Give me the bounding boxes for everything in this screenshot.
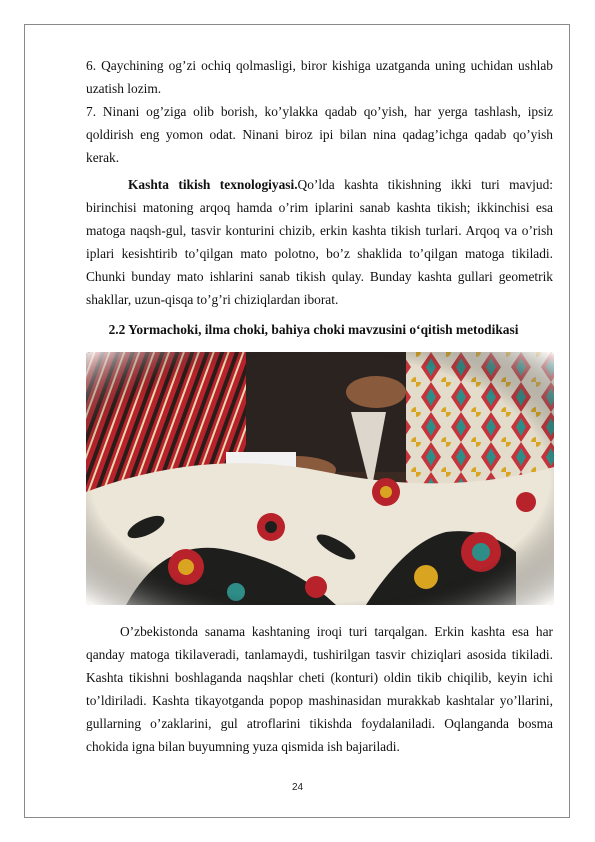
uzbekistan-paragraph: O’zbekistonda sanama kashtaning iroqi turi tarqalgan. Erkin kashta esa har qanday matoga tikilaveradi, tanlamaydi, tushirilgan tasvir chiziqlari asosida tikiladi. Kashta tikishni boshlaganda naqshlar cheti (konturi) oldin tikib chiqilib, keyin ichi to’ldiriladi. Kashta tikayotganda popop mashinasidan murakkab kashtalar yo’llarini, gullarning o’zaklarini, gul atroflarini tikishda foydalaniladi. Oqlanganda bosma chokida igna bilan buyumning yuza qismida ish bajariladi. — [86, 624, 553, 754]
embroidery-photo — [86, 352, 554, 605]
rule-item-7: 7. Ninani og’ziga olib borish, ko’ylakka qadab qo’yish, har yerga tashlash, ipsiz qoldirish eng yomon odat. Ninani biroz ipi bilan nina qadag’ichga qadab qo’yish kerak. — [86, 104, 553, 165]
rule-item-6: 6. Qaychining og’zi ochiq qolmasligi, biror kishiga uzatganda uning uchidan ushlab uzatish lozim. — [86, 58, 553, 96]
section-heading: 2.2 Yormachoki, ilma choki, bahiya choki mavzusini o‘qitish metodikasi — [108, 322, 519, 337]
technology-title: Kashta tikish texnologiyasi. — [128, 177, 298, 192]
page-number: 24 — [291, 782, 304, 793]
technology-paragraph — [86, 173, 553, 311]
technology-body: Qo’lda kashta tikishning ikki turi mavjud: birinchisi matoning arqoq hamda o’rim iplarini sanab kashta tikish; ikkinchisi esa matoga naqsh-gul, tasvir konturini chizib, erkin kashta tikish turlari. Arqoq va o’rish iplari kesishtirib to’qilgan mato polotno, bo’z shaklida to’qilgan matoga tikiladi. Chunki bunday mato ishlarini sanab tikish qulay. Bunday kashta gullari geometrik shakllar, uzun-qisqa to’g’ri chiziqlardan iborat. — [86, 177, 553, 307]
